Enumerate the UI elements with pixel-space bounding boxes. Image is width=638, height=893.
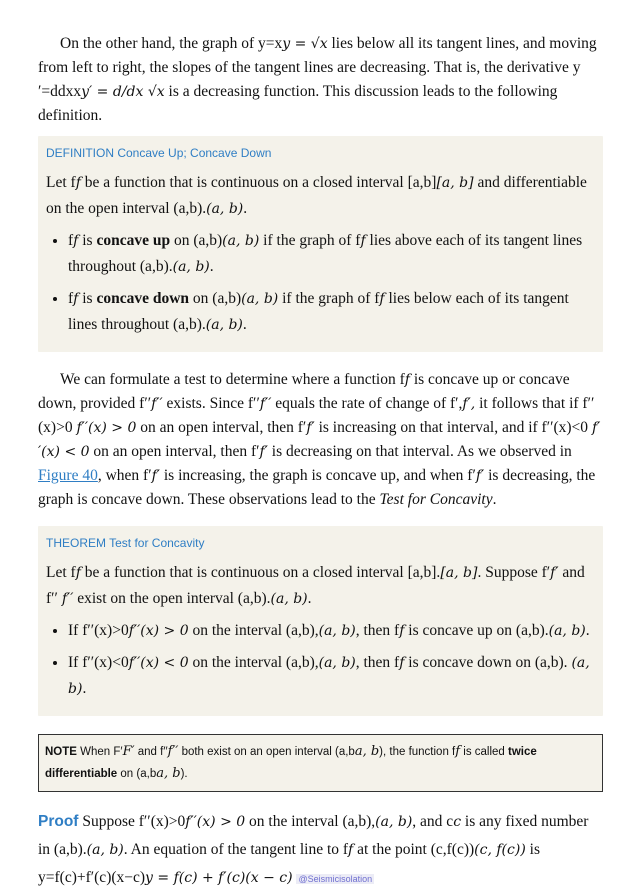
math-inequality: f′′(x) > 0: [76, 420, 137, 436]
intro-paragraph: [38, 32, 603, 128]
item-text: f: [68, 232, 74, 249]
body-text: is concave up or concave down, provided f′′: [38, 371, 570, 412]
term-bold: concave up: [96, 232, 171, 249]
proof-text: at the point (c,f(c)): [353, 841, 475, 858]
note-text: and f′′: [134, 746, 168, 758]
math-sqrt: y = √x: [282, 36, 328, 52]
body-text: equals the rate of change of f′,: [271, 395, 463, 412]
body-text: on an open interval, then f′: [136, 419, 307, 436]
math-fp: f′: [550, 565, 559, 581]
math-inequality: f′′(x) < 0: [128, 655, 189, 671]
intro-text: ′=ddxx: [38, 83, 82, 100]
proof-text: y=f(c)+f′(c)(x−c): [38, 869, 146, 886]
note-label: NOTE: [45, 746, 77, 758]
math-f: f: [404, 372, 410, 388]
theorem-text: Let f: [46, 564, 76, 581]
math-interval: (a, b): [68, 655, 590, 697]
math-fpp: f′′: [167, 744, 179, 759]
item-text: if the graph of f: [278, 290, 380, 307]
math-f: f: [75, 565, 81, 581]
math-interval: (a, b): [222, 233, 260, 249]
theorem-box: [38, 526, 603, 716]
proof-paragraph: [38, 808, 603, 893]
math-point: (c, f(c)): [474, 842, 526, 858]
body-text: on an open interval, then f′: [89, 443, 260, 460]
watermark: @Seismicisolation: [298, 874, 373, 884]
item-text: on (a,b): [189, 290, 242, 307]
intro-text: On the other hand, the graph of y=x: [60, 35, 283, 52]
math-interval: (a, b): [241, 291, 279, 307]
math-interval: [a, b]: [440, 565, 478, 581]
proof-text: , and c: [412, 813, 454, 830]
theorem-text: be a function that is continuous on a closed interval [a,b].: [80, 564, 441, 581]
body-text: is increasing, the graph is concave up, and when f′: [159, 467, 476, 484]
item-text: is concave up on (a,b).: [404, 622, 549, 639]
math-fp: f′: [259, 444, 268, 460]
definition-box: [38, 136, 603, 352]
math-f: f: [399, 655, 405, 671]
note-text: on (a,b: [117, 768, 157, 780]
item-text: on the interval (a,b),: [188, 654, 319, 671]
theorem-text: and f′′: [46, 564, 585, 607]
math-interval: [a, b]: [436, 175, 474, 191]
item-text: .: [585, 622, 590, 639]
item-text: If f′′(x)<0: [68, 654, 129, 671]
figure-40-link[interactable]: Figure 40: [38, 467, 98, 484]
math-interval: (a, b): [375, 814, 413, 830]
list-item: [68, 650, 595, 702]
item-text: on the interval (a,b),: [188, 622, 319, 639]
definition-paragraph: [46, 170, 595, 222]
math-f: f: [73, 233, 79, 249]
item-text: is: [78, 290, 97, 307]
math-interval: (a, b): [318, 655, 356, 671]
body-text: is increasing on that interval, and if f′′(x)<0: [314, 419, 589, 436]
concavity-paragraph: [38, 368, 603, 512]
note-box: [38, 734, 603, 792]
body-text: , when f′: [97, 467, 152, 484]
math-f: f: [399, 623, 405, 639]
math-interval: (a, b): [548, 623, 586, 639]
intro-text: is a decreasing function. This discussion leads to the following definition.: [38, 83, 558, 124]
body-text: We can formulate a test to determine where a function f: [60, 371, 405, 388]
definition-text: .: [243, 200, 248, 217]
body-text: it follows that if f′′(x)>0: [38, 395, 595, 436]
item-text: if the graph of f: [259, 232, 361, 249]
item-text: If f′′(x)>0: [68, 622, 129, 639]
body-text: exists. Since f′′: [162, 395, 260, 412]
definition-text: and differentiable on the open interval (a,b).: [46, 174, 587, 217]
math-fpp: f′′: [61, 591, 74, 607]
list-item: [68, 286, 595, 338]
item-text: lies below each of its tangent lines throughout (a,b).: [68, 290, 569, 333]
item-text: , then f: [355, 654, 400, 671]
item-text: .: [242, 316, 247, 333]
math-interval: (a, b): [206, 201, 244, 217]
math-fp: f′: [151, 468, 160, 484]
math-fp: f′: [475, 468, 485, 484]
math-fpp: f′′: [151, 396, 163, 412]
proof-text: Suppose f′′(x)>0: [78, 813, 186, 830]
body-text: is decreasing on that interval. As we observed in: [267, 443, 572, 460]
theorem-title: THEOREM Test for Concavity: [46, 536, 205, 550]
math-interval: (a, b): [318, 623, 356, 639]
item-text: f: [68, 290, 74, 307]
note-text: ), the function f: [379, 746, 456, 758]
definition-list: [46, 228, 595, 338]
math-interval: a, b: [354, 744, 380, 759]
math-interval: (a, b): [172, 259, 210, 275]
theorem-paragraph: [46, 560, 595, 612]
definition-text: be a function that is continuous on a closed interval [a,b]: [80, 174, 437, 191]
proof-text: on the interval (a,b),: [245, 813, 376, 830]
proof-text: is: [525, 841, 541, 858]
math-f: f: [455, 744, 461, 759]
math-interval: (a, b): [205, 317, 243, 333]
item-text: .: [82, 680, 87, 697]
intro-text: lies below all its tangent lines, and moving from left to right, the slopes of the tangent lines are decreasing. That is, the derivative y: [38, 35, 597, 76]
math-Fp: F′: [122, 744, 135, 759]
math-interval: (a, b): [86, 842, 124, 858]
theorem-list: [46, 618, 595, 702]
item-text: , then f: [355, 622, 400, 639]
term-bold: concave down: [96, 290, 190, 307]
body-text: .: [492, 491, 497, 508]
math-fpp: f′′: [259, 396, 272, 412]
item-text: .: [209, 258, 214, 275]
theorem-text: exist on the open interval (a,b).: [73, 590, 271, 607]
page: [38, 32, 603, 893]
item-text: is: [78, 232, 97, 249]
list-item: [68, 618, 595, 644]
term-bold: twice differentiable: [45, 746, 537, 780]
list-item: [68, 228, 595, 280]
note-text: When F′: [76, 746, 123, 758]
item-text: on (a,b): [170, 232, 223, 249]
body-text: is decreasing, the graph is concave down. These observations lead to the: [38, 467, 596, 508]
math-inequality: f′′(x) > 0: [185, 814, 246, 830]
test-name-italic: Test for Concavity: [379, 491, 493, 508]
note-text: ).: [180, 768, 188, 780]
math-inequality: f′′(x) < 0: [38, 420, 601, 460]
math-interval: (a, b): [270, 591, 308, 607]
math-f: f: [360, 233, 366, 249]
math-equation: y = f(c) + f′(c)(x − c): [145, 870, 293, 886]
proof-label: Proof: [38, 813, 79, 830]
theorem-text: .: [307, 590, 312, 607]
item-text: lies above each of its tangent lines throughout (a,b).: [68, 232, 583, 275]
math-f: f: [75, 175, 81, 191]
definition-text: Let f: [46, 174, 76, 191]
math-inequality: f′′(x) > 0: [128, 623, 189, 639]
math-fp: f′,: [462, 396, 476, 412]
proof-text: is any fixed number in (a,b).: [38, 813, 589, 858]
note-text: is called: [460, 746, 508, 758]
math-derivative: y′ = d/dx √x: [81, 84, 165, 100]
math-fp: f′: [306, 420, 315, 436]
note-text: both exist on an open interval (a,b: [178, 746, 355, 758]
math-f: f: [73, 291, 79, 307]
definition-title: DEFINITION Concave Up; Concave Down: [46, 146, 272, 160]
math-c: c: [453, 814, 462, 830]
proof-text: . An equation of the tangent line to f: [123, 841, 349, 858]
math-f: f: [348, 842, 354, 858]
item-text: is concave down on (a,b).: [404, 654, 568, 671]
math-f: f: [379, 291, 385, 307]
math-interval: a, b: [156, 766, 181, 781]
theorem-text: . Suppose f′: [477, 564, 551, 581]
